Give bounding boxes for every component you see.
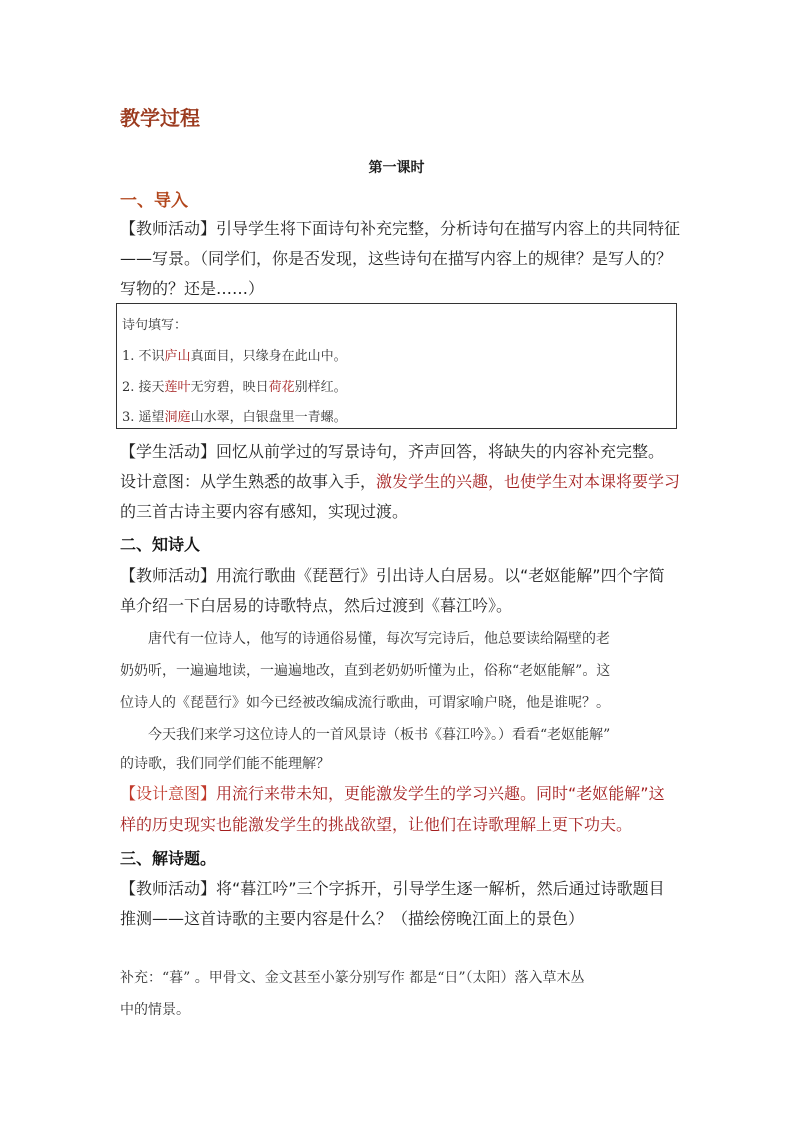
poem-line-1: 1. 不识庐山真面目，只缘身在此山中。 xyxy=(122,349,347,364)
story-line-4: 今天我们来学习这位诗人的一首风景诗（板书《暮江吟》。）看看“老妪能解” xyxy=(148,727,611,743)
section-heading-poet: 二、知诗人 xyxy=(120,535,201,554)
design-intent-2-line1: 【设计意图】用流行来带未知，更能激发学生的学习兴趣。同时“老妪能解”这 xyxy=(120,784,665,803)
student-activity-1: 【学生活动】回忆从前学过的写景诗句，齐声回答，将缺失的内容补充完整。 xyxy=(120,442,665,461)
section-heading-title-analysis: 三、解诗题。 xyxy=(120,849,217,868)
page-title: 教学过程 xyxy=(120,106,200,130)
teacher-activity-3-line2: 推测——这首诗歌的主要内容是什么？（描绘傍晚江面上的景色） xyxy=(120,909,585,928)
teacher-activity-2-line1: 【教师活动】用流行歌曲《琵琶行》引出诗人白居易。以“老妪能解”四个字简 xyxy=(120,566,665,585)
story-line-1: 唐代有一位诗人，他写的诗通俗易懂，每次写完诗后，他总要读给隔壁的老 xyxy=(148,631,610,647)
design-intent-1-line2: 的三首古诗主要内容有感知，实现过渡。 xyxy=(120,502,409,521)
story-line-5: 的诗歌，我们同学们能不能理解？ xyxy=(120,756,330,772)
poem-line-2: 2. 接天莲叶无穷碧，映日荷花别样红。 xyxy=(122,380,347,395)
story-line-2: 奶奶听，一遍遍地读，一遍遍地改，直到老奶奶听懂为止，俗称“老妪能解”。这 xyxy=(120,663,611,679)
box-label: 诗句填写： xyxy=(122,318,188,333)
section-heading-intro: 一、导入 xyxy=(120,191,188,211)
poem-fill-box xyxy=(116,303,677,429)
design-intent-2-line2: 样的历史现实也能激发学生的挑战欲望，让他们在诗歌理解上更下功夫。 xyxy=(120,815,633,834)
teacher-activity-2-line2: 单介绍一下白居易的诗歌特点，然后过渡到《暮江吟》。 xyxy=(120,596,513,615)
teacher-activity-3-line1: 【教师活动】将“暮江吟”三个字拆开，引导学生逐一解析，然后通过诗歌题目 xyxy=(120,879,665,898)
teacher-activity-1-line3: 写物的？还是……） xyxy=(120,279,265,298)
design-intent-1-line1: 设计意图：从学生熟悉的故事入手，激发学生的兴趣，也使学生对本课将要学习 xyxy=(120,472,681,491)
teacher-activity-1-line1: 【教师活动】引导学生将下面诗句补充完整，分析诗句在描写内容上的共同特征 xyxy=(120,219,681,238)
teacher-activity-1-line2: ——写景。（同学们，你是否发现，这些诗句在描写内容上的规律？是写人的？ xyxy=(120,249,673,268)
lesson-label: 第一课时 xyxy=(368,160,425,176)
supplement-line-1: 补充：“暮” 。甲骨文、金文甚至小篆分别写作 都是“日”（太阳）落入草木丛 xyxy=(120,970,585,986)
story-line-3: 位诗人的《琵琶行》如今已经被改编成流行歌曲，可谓家喻户晓，他是谁呢？。 xyxy=(120,695,610,711)
supplement-line-2: 中的情景。 xyxy=(120,1002,190,1018)
poem-line-3: 3. 遥望洞庭山水翠，白银盘里一青螺。 xyxy=(122,410,347,425)
